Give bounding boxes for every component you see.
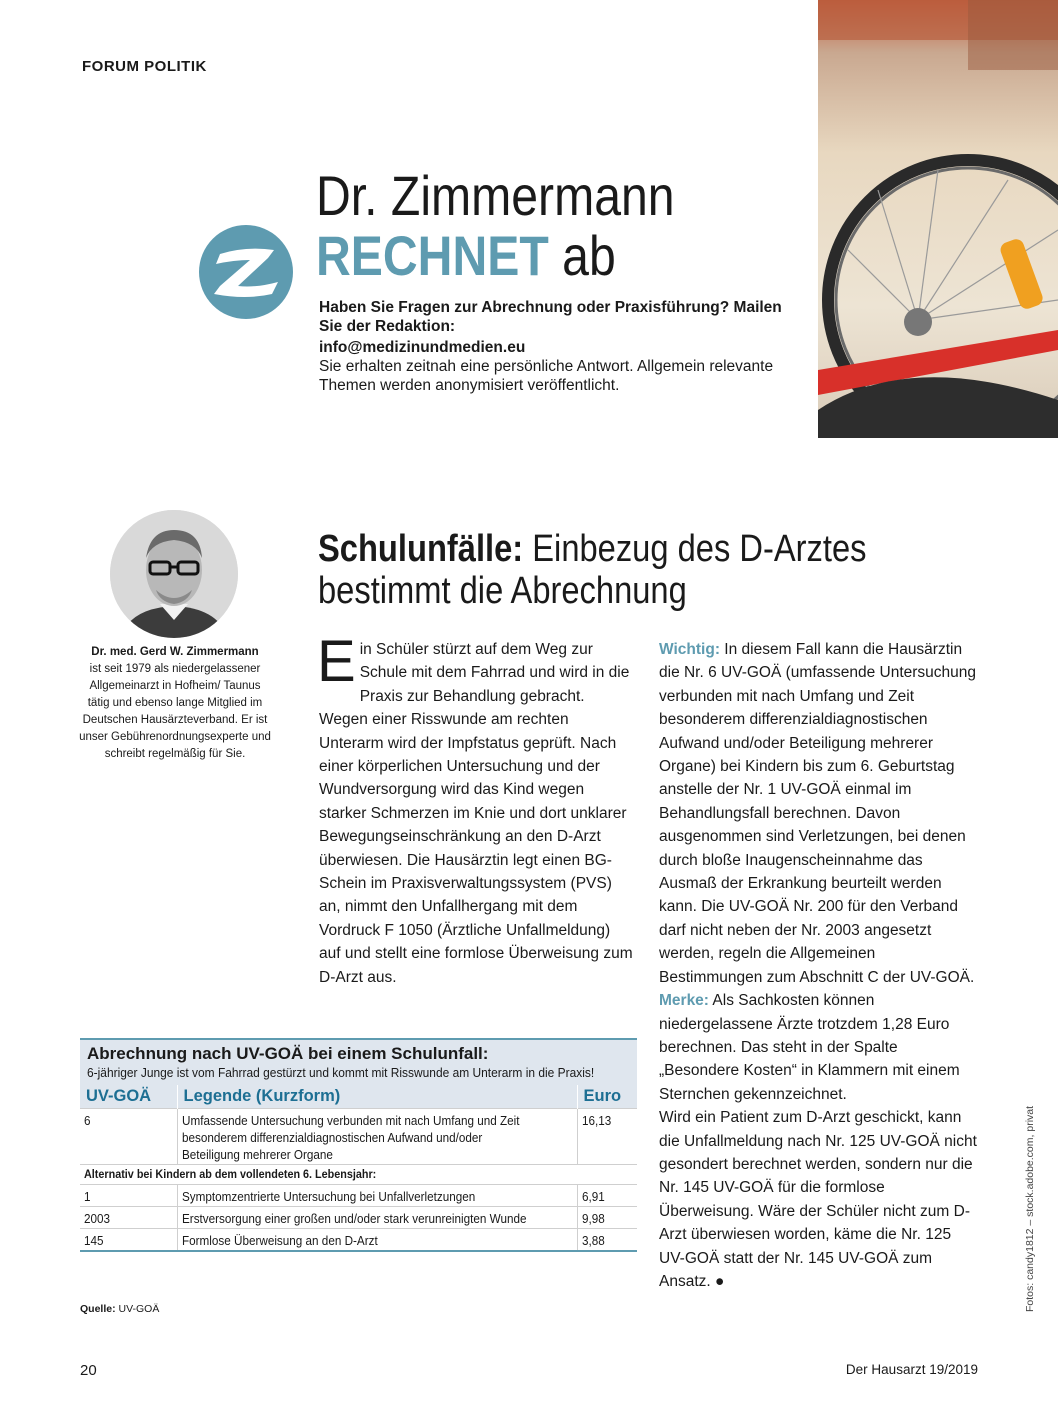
source-label: Quelle:	[80, 1303, 116, 1315]
author-bio	[78, 644, 272, 763]
cell-legend: Symptomzentrierte Untersuchung bei Unfallverletzungen	[177, 1185, 577, 1207]
cell-euro: 3,88	[577, 1229, 637, 1252]
intro-question: Haben Sie Fragen zur Abrechnung oder Praxisführung? Mailen Sie der Redaktion:	[319, 299, 782, 335]
table-title: Abrechnung nach UV-GOÄ bei einem Schulunfall:	[87, 1044, 489, 1063]
cell-euro: 6,91	[577, 1185, 637, 1207]
merke-paragraph	[659, 989, 981, 1106]
column-title-rest: ab	[562, 224, 616, 287]
cell-euro: 16,13	[577, 1109, 637, 1165]
table-header-box	[80, 1038, 637, 1085]
wichtig-label: Wichtig:	[659, 641, 720, 658]
wichtig-paragraph	[659, 638, 981, 989]
headline-rest: Einbezug des D-Arztes	[523, 528, 867, 570]
col-header-code: UV-GOÄ	[80, 1085, 177, 1109]
merke-text: Als Sachkosten können niedergelassene Ärzte trotzdem 1,28 Euro berechnen. Das steht in der Spalte „Besondere Kosten“ in Klammern mit einem Sternchen gekennzeichnet.	[659, 992, 960, 1103]
journal-issue: Der Hausarzt 19/2019	[845, 1362, 978, 1377]
col-header-euro: Euro	[577, 1085, 637, 1109]
closing-paragraph	[659, 1106, 981, 1293]
merke-label: Merke:	[659, 992, 709, 1010]
cell-legend: Formlose Überweisung an den D-Arzt	[177, 1229, 577, 1252]
author-description: ist seit 1979 als niedergelassener Allgemeinarzt in Hofheim/ Taunus tätig und ebenso lange Mitglied im Deutschen Hausärzteverband. Er ist unser Gebührenordnungsexperte und schreibt regelmäßig für Sie.	[79, 663, 271, 760]
cell-code: 145	[80, 1229, 177, 1252]
cell-euro: 9,98	[577, 1207, 637, 1229]
body-paragraph-1: in Schüler stürzt auf dem Weg zur Schule mit dem Fahrrad und wird in die Praxis zur Behandlung gebracht. Wegen einer Risswunde am rechten Unterarm wird der Impfstatus geprüft. Nach einer körperlichen Untersuchung und der Wundversorgung wird das Kind wegen starker Schmerzen im Knie und dort unklarer Bewegungseinschränkung an den D-Arzt überwiesen. Die Hausärztin legt einen BG-Schein im Praxisverwaltungssystem (PVS) an, nimmt den Unfallhergang mit dem Vordruck F 1050 (Ärztliche Unfallmeldung) auf und stellt eine formlose Überweisung zum D-Arzt aus.	[319, 641, 633, 986]
intro-note: Sie erhalten zeitnah eine persönliche Antwort. Allgemein relevante Themen werden anonymisiert veröffentlicht.	[319, 358, 774, 394]
cell-legend: Erstversorgung einer großen und/oder stark verunreinigten Wunde	[177, 1207, 577, 1229]
cell-code: 2003	[80, 1207, 177, 1229]
bicycle-photo	[818, 0, 1058, 438]
table-subtitle: 6-jähriger Junge ist vom Fahrrad gestürzt und kommt mit Risswunde am Unterarm in die Praxis!	[87, 1065, 595, 1080]
billing-table-box	[80, 1038, 637, 1252]
zimmermann-logo-icon	[198, 224, 294, 320]
table-alt-note-row	[80, 1165, 637, 1185]
column-title-line1: Dr. Zimmermann	[316, 164, 675, 227]
dropcap: E	[317, 629, 356, 694]
table-row	[80, 1185, 637, 1207]
headline-bold: Schulunfälle:	[318, 528, 524, 570]
body-column-1	[317, 629, 635, 989]
cell-code: 1	[80, 1185, 177, 1207]
cell-legend: Umfassende Untersuchung verbunden mit nach Umfang und Zeit besonderem differenzialdiagnostischen Aufwand und/oder Beteiligung mehrerer Organe	[177, 1109, 577, 1165]
wichtig-text: In diesem Fall kann die Hausärztin die Nr. 6 UV-GOÄ (umfassende Untersuchung verbunden mit nach Umfang und Zeit besonderem differenzialdiagnostischen Aufwand und/oder Beteiligung mehrerer Organe) bei Kindern bis zum 6. Geburtstag anstelle der Nr. 1 UV-GOÄ einmal im Behandlungsfall berechnen. Davon ausgenommen sind Verletzungen, bei denen durch bloße Inaugenscheinnahme das Ausmaß der Erkrankung beurteilt werden kann. Die UV-GOÄ Nr. 200 für den Verband darf nicht neben der Nr. 2003 angesetzt werden, regeln die Allgemeinen Bestimmungen zum Abschnitt C der UV-GOÄ.	[659, 641, 977, 986]
intro-email: info@medizinundmedien.eu	[319, 339, 526, 356]
photo-credit: Fotos: candy1812 – stock.adobe.com, privat	[1024, 1105, 1036, 1312]
table-row	[80, 1207, 637, 1229]
page-number: 20	[80, 1362, 97, 1379]
closing-text: Wird ein Patient zum D-Arzt geschickt, kann die Unfallmeldung nach Nr. 125 UV-GOÄ nicht gesondert berechnet werden, sondern nur die Nr. 145 UV-GOÄ für die formlose Überweisung. Wäre der Schüler nicht zum D-Arzt überwiesen worden, käme die Nr. 125 UV-GOÄ statt der Nr. 145 UV-GOÄ zum Ansatz.	[659, 1109, 977, 1290]
table-header-row	[80, 1085, 637, 1109]
alt-note: Alternativ bei Kindern ab dem vollendeten 6. Lebensjahr:	[80, 1165, 637, 1185]
table-row	[80, 1229, 637, 1252]
author-portrait	[110, 510, 238, 638]
end-mark: ●	[715, 1272, 725, 1290]
source-text: UV-GOÄ	[115, 1303, 160, 1315]
column-title-line2	[316, 224, 616, 288]
body-column-2	[659, 638, 981, 1293]
cell-code: 6	[80, 1109, 177, 1165]
table-source	[80, 1303, 159, 1315]
section-label: FORUM POLITIK	[82, 58, 207, 75]
headline-line2: bestimmt die Abrechnung	[318, 570, 687, 612]
table-row	[80, 1109, 637, 1165]
billing-table	[80, 1085, 637, 1252]
article-headline	[318, 528, 866, 612]
col-header-legend: Legende (Kurzform)	[177, 1085, 577, 1109]
intro-box	[319, 298, 799, 395]
author-name: Dr. med. Gerd W. Zimmermann	[91, 646, 259, 658]
column-title-accent: RECHNET	[316, 224, 549, 287]
